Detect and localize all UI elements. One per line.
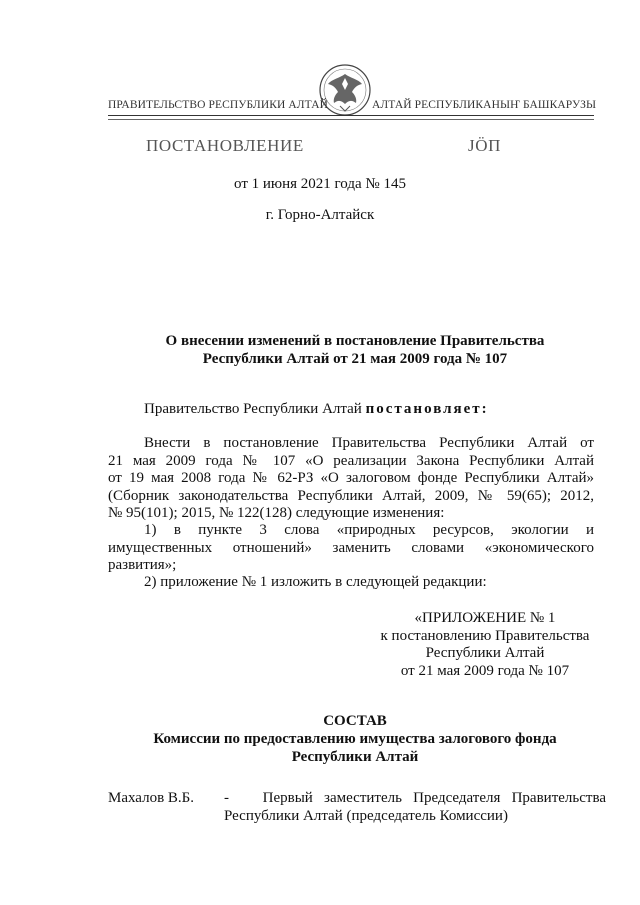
decree-label-ru: ПОСТАНОВЛЕНИЕ — [146, 136, 304, 155]
intro-paragraph — [108, 401, 594, 419]
composition-heading — [110, 712, 600, 766]
member-role-line: Республики Алтай (председатель Комиссии) — [224, 807, 508, 824]
appendix-line: «ПРИЛОЖЕНИЕ № 1 — [414, 610, 556, 626]
appendix-line: к постановлению Правительства — [380, 627, 590, 644]
body-line: от 19 мая 2008 года № 62-РЗ «О залоговом фонде Республики Алтай» — [108, 470, 594, 486]
body-line: (Сборник законодательства Республики Алтай, 2009, № 59(65); 2012, — [108, 487, 594, 504]
body-line: имущественных отношений» заменить словами «экономического — [108, 539, 594, 556]
document-title — [110, 332, 600, 368]
member-name: Махалов В.Б. — [108, 790, 195, 806]
decree-date-number: от 1 июня 2021 года № 145 — [234, 176, 406, 192]
composition-heading-line: Комиссии по предоставлению имущества залогового фонда — [153, 731, 557, 747]
appendix-line: от 21 мая 2009 года № 107 — [400, 662, 570, 679]
header-government-name-altai: АЛТАЙ РЕСПУБЛИКАНЫҤ БАШКАРУЗЫ — [372, 99, 597, 111]
body-line: развития»; — [108, 557, 177, 573]
body-line: 2) приложение № 1 изложить в следующей редакции: — [144, 574, 487, 590]
member-dash: - — [224, 790, 229, 806]
body-paragraph-2 — [108, 522, 594, 575]
member-role-line — [224, 790, 606, 808]
body-line: 1) в пункте 3 слова «природных ресурсов, экологии и — [144, 522, 594, 538]
body-paragraph-1 — [108, 435, 594, 523]
member-role-text: Первый заместитель Председателя Правительства — [262, 790, 606, 806]
header-rule-thin — [108, 119, 594, 120]
document-title-line: О внесении изменений в постановление Правительства — [165, 333, 545, 349]
document-title-line: Республики Алтай от 21 мая 2009 года № 107 — [202, 351, 508, 367]
composition-heading-line: Республики Алтай — [291, 749, 419, 765]
body-line: № 95(101); 2015, № 122(128) следующие изменения: — [108, 505, 445, 521]
header-rule-thick — [108, 115, 594, 116]
header-government-name-ru: ПРАВИТЕЛЬСТВО РЕСПУБЛИКИ АЛТАЙ — [108, 99, 329, 111]
decree-city: г. Горно-Алтайск — [265, 207, 375, 223]
decree-label-altai: JӦП — [468, 136, 501, 155]
intro-text: Правительство Республики Алтай — [144, 401, 366, 417]
body-line: Внести в постановление Правительства Республики Алтай от — [144, 435, 594, 451]
composition-heading-line: СОСТАВ — [323, 713, 387, 729]
intro-emphasis: постановляет: — [365, 401, 489, 417]
body-line: 21 мая 2009 года № 107 «О реализации Закона Республики Алтай — [108, 452, 594, 469]
appendix-header — [330, 610, 640, 680]
member-role — [224, 790, 606, 825]
appendix-line: Республики Алтай — [425, 645, 545, 661]
body-paragraph-3 — [108, 574, 594, 592]
